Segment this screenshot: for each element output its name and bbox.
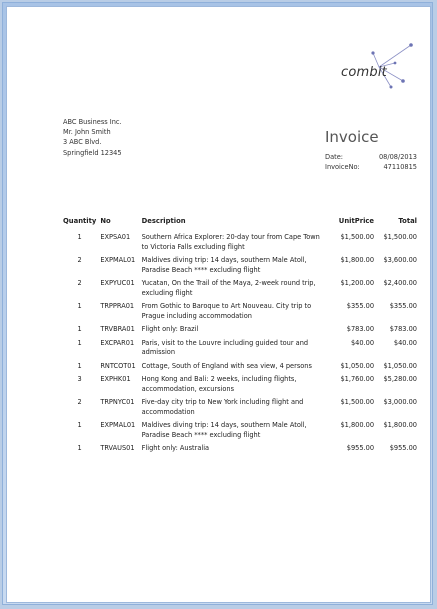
cell-description: Flight only: Brazil xyxy=(141,325,199,333)
header-description: Description xyxy=(141,217,186,225)
date-value: 08/08/2013 xyxy=(378,153,417,161)
cell-item-no: TRVAUS01 xyxy=(100,444,135,452)
cell-unit-price: $1,760.00 xyxy=(340,375,375,383)
table-row xyxy=(63,444,417,458)
recipient-address xyxy=(63,117,122,158)
preview-window-frame xyxy=(2,2,433,605)
header-total: Total xyxy=(398,217,417,225)
cell-item-no: TRPNYC01 xyxy=(100,398,135,406)
date-label: Date: xyxy=(325,153,343,161)
header-no: No xyxy=(100,217,111,225)
cell-total: $3,600.00 xyxy=(383,256,417,264)
cell-total: $2,400.00 xyxy=(383,279,417,287)
table-row xyxy=(63,279,417,302)
cell-unit-price: $1,800.00 xyxy=(340,256,375,264)
cell-description: Flight only: Australia xyxy=(141,444,210,452)
cell-item-no: EXCPAR01 xyxy=(100,338,135,347)
cell-total: $1,050.00 xyxy=(383,361,417,370)
cell-description: Five-day city trip to New York including flight and accommodation xyxy=(141,398,304,416)
cell-quantity: 2 xyxy=(77,398,82,406)
cell-total: $5,280.00 xyxy=(383,375,417,383)
table-row xyxy=(63,421,417,444)
cell-quantity: 2 xyxy=(77,279,82,287)
invoice-title: Invoice xyxy=(325,128,379,146)
cell-item-no: EXPHK01 xyxy=(100,375,131,383)
cell-total: $355.00 xyxy=(389,302,417,310)
cell-item-no: EXPSA01 xyxy=(100,233,131,241)
cell-unit-price: $355.00 xyxy=(346,302,375,310)
cell-description: Maldives diving trip: 14 days, southern Male Atoll, Paradise Beach **** excluding flight xyxy=(141,256,307,274)
cell-description: Paris, visit to the Louvre including guided tour and admission xyxy=(141,338,309,356)
cell-quantity: 1 xyxy=(77,421,82,429)
cell-quantity: 1 xyxy=(77,338,82,347)
cell-unit-price: $1,500.00 xyxy=(340,398,375,406)
cell-total: $40.00 xyxy=(393,338,417,347)
table-row xyxy=(63,233,417,256)
cell-item-no: RNTCOT01 xyxy=(100,361,136,370)
cell-item-no: EXPYUC01 xyxy=(100,279,135,287)
cell-quantity: 1 xyxy=(77,302,82,310)
cell-item-no: EXPMAL01 xyxy=(100,421,136,429)
cell-unit-price: $40.00 xyxy=(350,338,375,347)
cell-total: $1,800.00 xyxy=(383,421,417,429)
cell-item-no: TRPPRA01 xyxy=(100,302,135,310)
table-row xyxy=(63,362,417,376)
cell-unit-price: $783.00 xyxy=(346,325,375,333)
invoice-number-label: InvoiceNo: xyxy=(325,163,360,171)
cell-unit-price: $1,800.00 xyxy=(340,421,375,429)
cell-unit-price: $1,050.00 xyxy=(340,361,375,370)
cell-item-no: EXPMAL01 xyxy=(100,256,136,264)
table-row xyxy=(63,325,417,339)
cell-total: $783.00 xyxy=(389,325,417,333)
cell-quantity: 1 xyxy=(77,361,82,370)
address-line: ABC Business Inc. xyxy=(63,118,122,126)
invoice-meta xyxy=(325,152,417,172)
combit-logo xyxy=(335,41,415,89)
cell-description: Cottage, South of England with sea view, 4 persons xyxy=(141,361,312,370)
cell-description: Yucatan, On the Trail of the Maya, 2-week round trip, excluding flight xyxy=(141,279,316,297)
address-line: Springfield 12345 xyxy=(63,148,122,157)
cell-unit-price: $1,500.00 xyxy=(340,233,375,241)
cell-description: Southern Africa Explorer: 20-day tour from Cape Town to Victoria Falls excluding flight xyxy=(141,233,320,251)
cell-quantity: 2 xyxy=(77,256,82,264)
table-row xyxy=(63,398,417,421)
cell-item-no: TRVBRA01 xyxy=(100,325,135,333)
cell-quantity: 1 xyxy=(77,325,82,333)
header-quantity: Quantity xyxy=(63,217,97,225)
table-row xyxy=(63,256,417,279)
address-line: 3 ABC Blvd. xyxy=(63,138,102,147)
header-unit-price: UnitPrice xyxy=(338,217,375,225)
cell-description: Maldives diving trip: 14 days, southern Male Atoll, Paradise Beach **** excluding flight xyxy=(141,421,307,439)
cell-total: $3,000.00 xyxy=(383,398,417,406)
logo-text: combit xyxy=(341,65,387,80)
table-row xyxy=(63,302,417,325)
cell-unit-price: $1,200.00 xyxy=(340,279,375,287)
address-line: Mr. John Smith xyxy=(63,128,111,137)
cell-total: $955.00 xyxy=(389,444,417,452)
cell-quantity: 3 xyxy=(77,375,82,383)
cell-unit-price: $955.00 xyxy=(346,444,375,452)
invoice-page xyxy=(6,6,431,603)
table-row xyxy=(63,339,417,362)
cell-total: $1,500.00 xyxy=(383,233,417,241)
line-items-table xyxy=(63,217,417,458)
cell-description: Hong Kong and Bali: 2 weeks, including flights, accommodation, excursions xyxy=(141,375,297,393)
cell-quantity: 1 xyxy=(77,444,82,452)
table-header-row xyxy=(63,217,417,233)
invoice-number-value: 47110815 xyxy=(383,163,417,171)
table-row xyxy=(63,375,417,398)
cell-quantity: 1 xyxy=(77,233,82,241)
cell-description: From Gothic to Baroque to Art Nouveau. City trip to Prague including accommodation xyxy=(141,302,312,320)
